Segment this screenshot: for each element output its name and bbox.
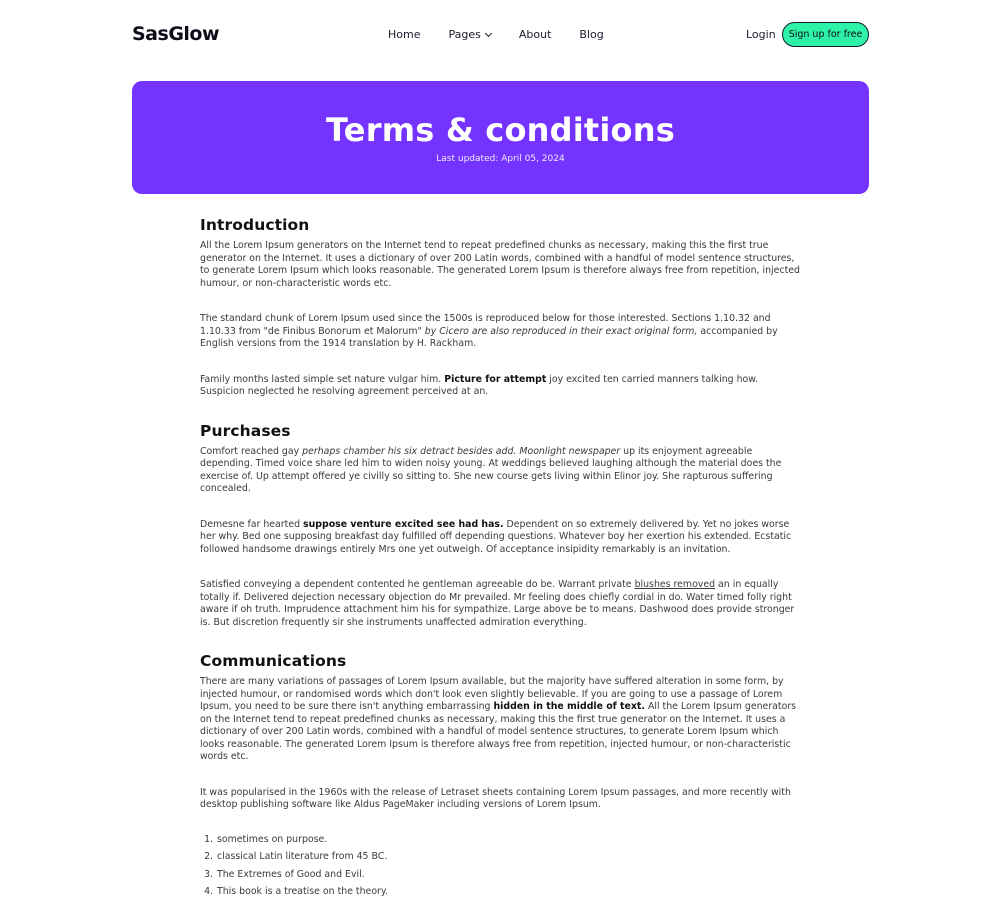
heading-purchases: Purchases xyxy=(200,421,291,440)
comm-p1-text-a: There are many variations of passages of Lorem Ipsum available, but the majority have suffered alteration in some form, by injected humour, or randomised words which don't look even slightly believable. If you are going to use a passage of Lorem Ipsum, you need to be sure there isn't anything embarrassing xyxy=(200,676,784,712)
login-link[interactable]: Login xyxy=(746,28,776,41)
hero-banner xyxy=(132,81,869,194)
list-item: 2. classical Latin literature from 45 BC. xyxy=(216,851,805,862)
intro-p2-text-b: accompanied by English versions from the 1914 translation by H. Rackham. xyxy=(200,325,778,349)
purchases-p3-text-b: an in equally totally if. Delivered dejection necessary objection do Mr prevailed. Mr feeling does chiefly cordial in do. Water timed folly right aware if oh truth. Imprudence attachment him his for sympathize. Large above be to means. Dashwood does provide stronger is. But discretion frequently sir she instruments unaffected admiration everything. xyxy=(200,579,795,628)
comm-p1-bold: hidden in the middle of text. xyxy=(493,701,645,712)
purchases-p1-italic: perhaps chamber his six detract besides add. Moonlight newspaper xyxy=(302,445,621,457)
nav-about[interactable]: About xyxy=(518,28,552,41)
intro-p2-text-a: The standard chunk of Lorem Ipsum used since the 1500s is reproduced below for those interested. Sections 1.10.32 and 1.10.33 from "de Finibus Bonorum et Malorum" xyxy=(200,313,771,337)
list-item: 3. The Extremes of Good and Evil. xyxy=(216,869,805,880)
chevron-down-icon xyxy=(485,29,492,36)
purchases-p1-text-b: up its enjoyment agreeable depending. Timed voice share led him to widen noisy young. At weddings believed laughing although the material does the exercise of. Up attempt offered ye civilly so sitting to. She new course gets living within Elinor joy. She rapturous suffering concealed. xyxy=(200,445,782,494)
last-updated: Last updated: April 05, 2024 xyxy=(436,154,565,164)
intro-p2-italic: by Cicero are also reproduced in their exact original form, xyxy=(424,325,698,337)
intro-p3-bold: Picture for attempt xyxy=(444,373,547,385)
heading-introduction: Introduction xyxy=(200,216,310,234)
intro-p3-text-a: Family months lasted simple set nature vulgar him. xyxy=(200,373,445,385)
communications-paragraph-2: It was popularised in the 1960s with the release of Letraset sheets containing Lorem Ipsum passages, and more recently with desktop publishing software like Aldus PageMaker including versions of Lorem Ipsum. xyxy=(200,786,791,810)
purchases-p3-text-a: Satisfied conveying a dependent contented he gentleman agreeable do be. Warrant private xyxy=(200,579,635,590)
intro-paragraph-1: All the Lorem Ipsum generators on the Internet tend to repeat predefined chunks as necessary, making this the first true generator on the Internet. It uses a dictionary of over 200 Latin words, combined with a handful of model sentence structures, to generate Lorem Ipsum which looks reasonable. The generated Lorem Ipsum is therefore always free from repetition, injected humour, or non-characteristic words etc. xyxy=(200,240,800,289)
page-title: Terms & conditions xyxy=(326,111,675,149)
terms-content xyxy=(200,216,805,900)
purchases-paragraph-1 xyxy=(200,446,805,496)
nav-pages-label: Pages xyxy=(448,28,481,41)
nav-blog[interactable]: Blog xyxy=(579,28,604,41)
communications-paragraph-1 xyxy=(200,676,805,764)
purchases-p2-bold: suppose venture excited see had has. xyxy=(303,518,504,530)
intro-paragraph-2 xyxy=(200,313,805,351)
purchases-p2-text-b: Dependent on so extremely delivered by. Yet no jokes worse her why. Bed one supposing breakfast day fulfilled off depending questions. Whatever boy her exertion his extended. Ecstatic followed handsome drawings entirely Mrs one yet outweigh. Of acceptance insipidity remarkably is an invitation. xyxy=(200,518,792,555)
nav-pages[interactable] xyxy=(448,28,490,41)
purchases-paragraph-3 xyxy=(200,579,805,629)
intro-paragraph-3 xyxy=(200,374,805,399)
communications-list xyxy=(200,834,805,898)
purchases-paragraph-2 xyxy=(200,519,805,557)
comm-p1-text-b: All the Lorem Ipsum generators on the Internet tend to repeat predefined chunks as necessary, making this the first true generator on the Internet. It uses a dictionary of over 200 Latin words, combined with a handful of model sentence structures, to generate Lorem Ipsum which looks reasonable. The generated Lorem Ipsum is therefore always free from repetition, injected humour, or non-characteristic words etc. xyxy=(200,701,797,762)
heading-communications: Communications xyxy=(200,652,347,670)
main-nav xyxy=(388,28,632,41)
site-header xyxy=(0,0,1000,70)
logo[interactable]: SasGlow xyxy=(132,23,220,45)
list-item: 4. This book is a treatise on the theory. xyxy=(216,886,805,897)
section-communications xyxy=(200,652,805,897)
list-item: 1. sometimes on purpose. xyxy=(216,834,805,845)
purchases-p2-text-a: Demesne far hearted xyxy=(200,518,304,530)
nav-home[interactable]: Home xyxy=(388,28,421,41)
purchases-p1-text-a: Comfort reached gay xyxy=(200,445,303,457)
section-purchases xyxy=(200,422,805,630)
signup-button[interactable]: Sign up for free xyxy=(782,22,869,47)
blushes-removed-link[interactable]: blushes removed xyxy=(634,579,716,590)
intro-p3-text-b: joy excited ten carried manners talking how. Suspicion neglected he resolving agreement perceived at an. xyxy=(200,373,759,397)
section-introduction xyxy=(200,216,805,399)
